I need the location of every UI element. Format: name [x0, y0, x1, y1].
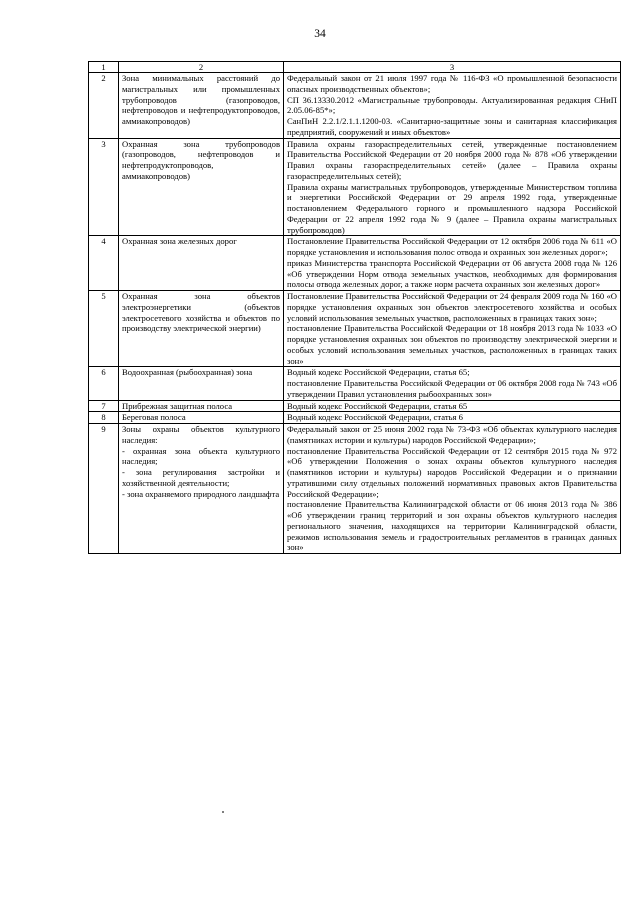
legal-basis-item: приказ Министерства транспорта Российской Федерации от 06 августа 2008 года № 126 «Об утверждении Норм отвода земельных участков, необходимых для формирования полосы отвода железных дорог, а также норм расчета охранных зон железных дорог»: [287, 257, 617, 290]
legal-basis-item: Правила охраны газораспределительных сетей, утвержденные постановлением Правительства Российской Федерации от 20 ноября 2000 года № 878 «Об утверждении Правил охраны газораспределительных сетей» (далее – Правила охраны газораспределительных сетей);: [287, 138, 617, 181]
zone-name: Зоны охраны объектов культурного наследия: - охранная зона объекта культурного наследия; - зона регулирования застройки и хозяйственной деятельности; - зона охраняемого природного ландшафта: [122, 424, 280, 499]
legal-basis-item: Водный кодекс Российской Федерации, статья 65;: [287, 367, 470, 378]
legal-basis-cell: [284, 400, 621, 412]
zone-name-cell: [119, 424, 284, 554]
zone-name: Охранная зона трубопроводов (газопроводов, нефтепроводов и нефтепродуктопроводов, аммиакопроводов): [122, 138, 280, 181]
legal-basis-cell: [284, 424, 621, 554]
legal-basis-item: Федеральный закон от 25 июня 2002 года № 73-ФЗ «Об объектах культурного наследия (памятниках истории и культуры) народов Российской Федерации»;: [287, 424, 617, 445]
legal-basis-item: Постановление Правительства Российской Федерации от 24 февраля 2009 года № 160 «О порядке установления охранных зон объектов электросетевого хозяйства и особых условий использования земельных участков, расположенных в границах таких зон»;: [287, 291, 617, 323]
table-row: [89, 236, 621, 291]
zone-name-cell: [119, 236, 284, 291]
row-number: 9: [89, 424, 119, 554]
row-number: 5: [89, 291, 119, 367]
column-header-2: 2: [119, 62, 284, 73]
zone-name: Береговая полоса: [122, 412, 186, 423]
zone-name-cell: [119, 400, 284, 412]
zone-name: Охранная зона объектов электроэнергетики (объектов электросетевого хозяйства и объектов по производству электрической энергии): [122, 291, 280, 334]
zone-name: Водоохранная (рыбоохранная) зона: [122, 367, 253, 378]
column-header-1: 1: [89, 62, 119, 73]
zone-name-cell: [119, 138, 284, 236]
row-number: 7: [89, 400, 119, 412]
row-number: 8: [89, 412, 119, 424]
legal-basis-item: постановление Правительства Российской Федерации от 18 ноября 2013 года № 1033 «О порядке установления охранных зон объектов по производству электрической энергии и особых условий использования земельных участков, расположенных в границах таких зон»: [287, 323, 617, 366]
zone-name: Прибрежная защитная полоса: [122, 400, 233, 411]
legal-basis-item: Федеральный закон от 21 июля 1997 года № 116-ФЗ «О промышленной безопасности опасных производственных объектов»;: [287, 73, 617, 94]
legal-basis-item: СП 36.13330.2012 «Магистральные трубопроводы. Актуализированная редакция СНиП 2.05.06-85*»;: [287, 94, 617, 116]
row-number: 2: [89, 73, 119, 139]
table-header-row: [89, 62, 621, 73]
table-row: [89, 291, 621, 367]
legal-basis-item: постановление Правительства Российской Федерации от 12 сентября 2015 года № 972 «Об утверждении Положения о зонах охраны объектов культурного наследия (памятников истории и культуры) народов Российской Федерации и о признании утратившими силу отдельных положений нормативных правовых актов Правительства Российской Федерации»;: [287, 445, 617, 499]
table-row: [89, 412, 621, 424]
table-row: [89, 367, 621, 400]
legal-basis-cell: [284, 236, 621, 291]
row-number: 6: [89, 367, 119, 400]
table-row: [89, 400, 621, 412]
table-row: [89, 73, 621, 139]
legal-basis-item: Водный кодекс Российской Федерации, статья 6: [287, 412, 463, 423]
zone-name: Охранная зона железных дорог: [122, 236, 237, 247]
legal-basis-item: постановление Правительства Калининградской области от 06 июня 2013 года № 386 «Об утверждении границ территорий и зон охраны объектов культурного наследия регионального значения, находящихся на территории Калининградской области, режимов использования земель и градостроительных регламентов в границах данных зон»: [287, 499, 617, 553]
column-header-3: 3: [284, 62, 621, 73]
zone-name-cell: [119, 412, 284, 424]
legal-basis-item: СанПиН 2.2.1/2.1.1.1200-03. «Санитарно-защитные зоны и санитарная классификация предприятий, сооружений и иных объектов»: [287, 116, 617, 137]
legal-basis-cell: [284, 367, 621, 400]
row-number: 4: [89, 236, 119, 291]
page-number: 34: [314, 28, 326, 40]
legal-basis-cell: [284, 291, 621, 367]
legal-basis-item: Постановление Правительства Российской Федерации от 12 октября 2006 года № 611 «О порядке установления и использования полос отвода и охранных зон железных дорог»;: [287, 236, 617, 257]
legal-basis-item: Водный кодекс Российской Федерации, статья 65: [287, 400, 468, 411]
zone-name: Зона минимальных расстояний до магистральных или промышленных трубопроводов (газопроводов, нефтепроводов и нефтепродуктопроводов, аммиакопроводов): [122, 73, 280, 126]
table-row: [89, 424, 621, 554]
zones-table: [88, 61, 621, 554]
zone-name-cell: [119, 73, 284, 139]
row-number: 3: [89, 138, 119, 236]
legal-basis-cell: [284, 138, 621, 236]
table-row: [89, 138, 621, 236]
scan-speck: [222, 811, 224, 813]
legal-basis-cell: [284, 73, 621, 139]
zone-name-cell: [119, 291, 284, 367]
legal-basis-item: постановление Правительства Российской Федерации от 06 октября 2008 года № 743 «Об утверждении Правил установления рыбоохранных зон»: [287, 378, 617, 399]
legal-basis-cell: [284, 412, 621, 424]
zone-name-cell: [119, 367, 284, 400]
legal-basis-item: Правила охраны магистральных трубопроводов, утвержденные Министерством топлива и энергетики Российской Федерации от 29 апреля 1992 года, утвержденные постановлением Федерального горного и промышленного надзора Российской Федерации от 22 апреля 1992 года № 9 (далее – Правила охраны магистральных трубопроводов): [287, 181, 617, 235]
